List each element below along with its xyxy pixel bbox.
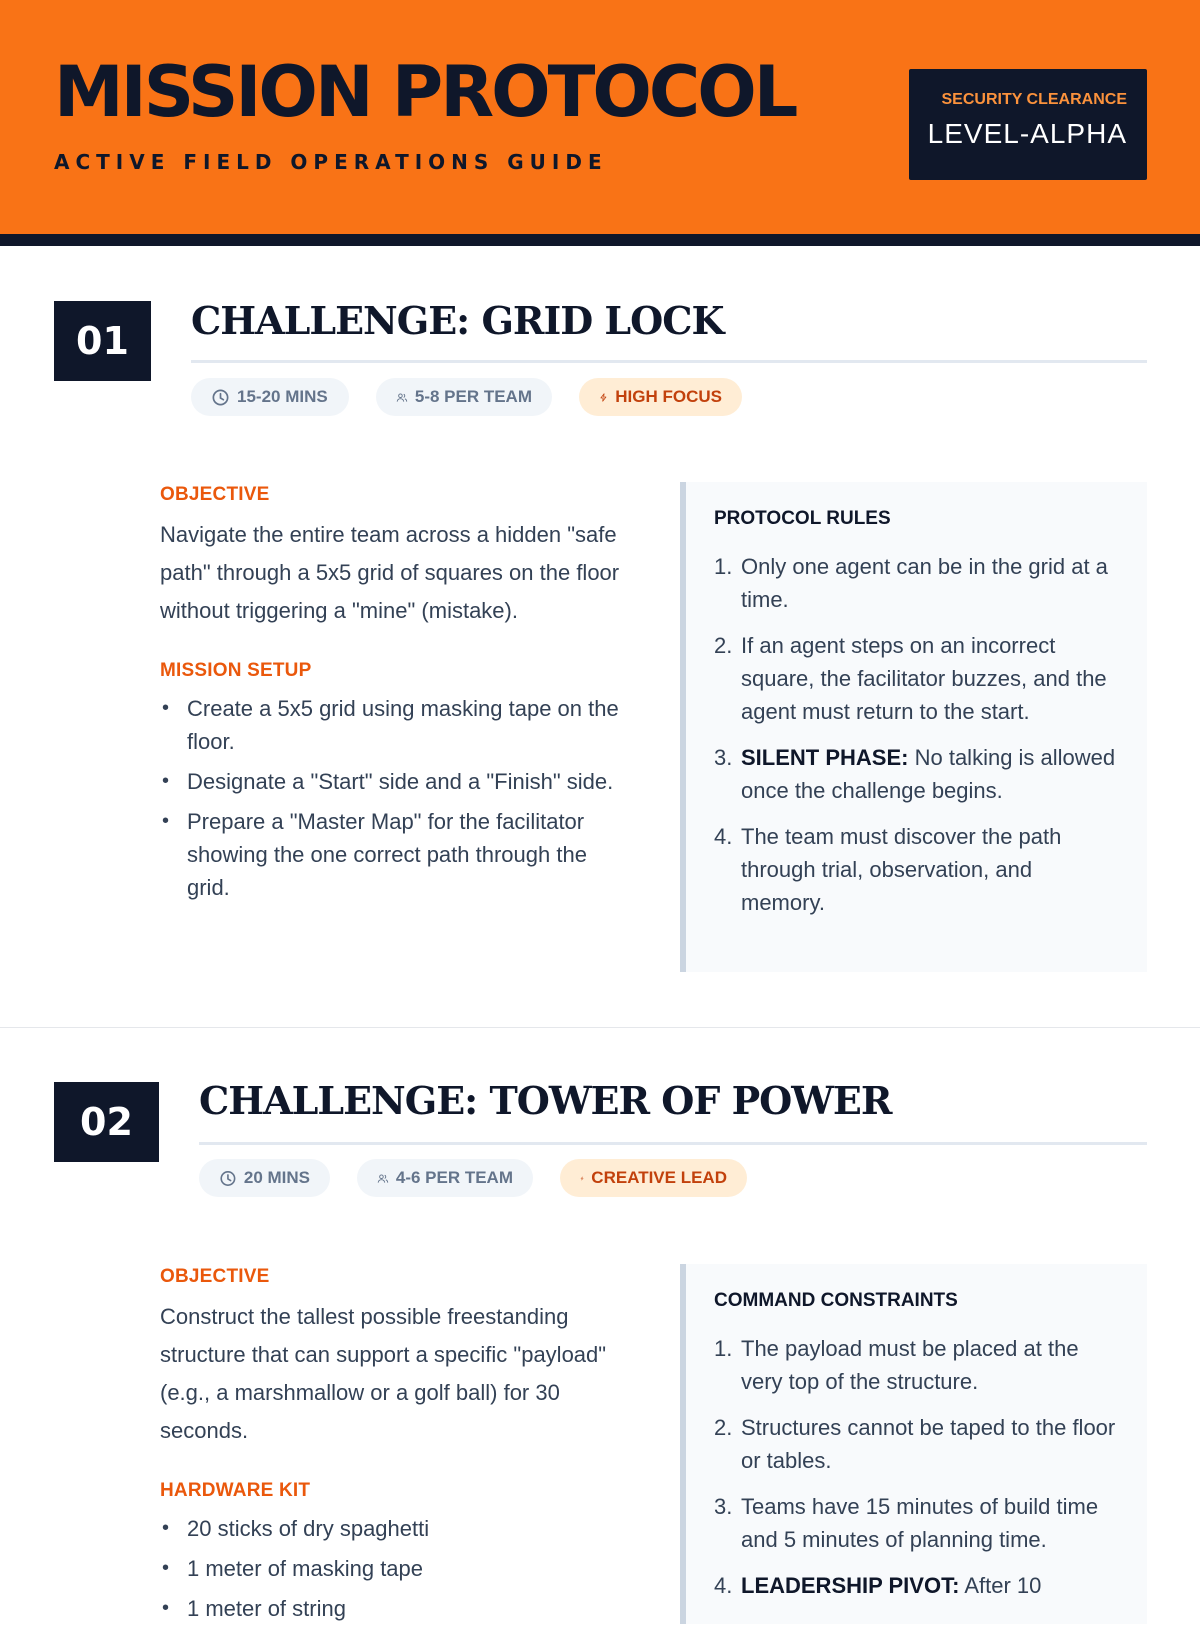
hardware-label: HARDWARE KIT — [160, 1480, 311, 1501]
hardware-list — [160, 1512, 620, 1625]
duration-label: 20 MINS — [243, 1168, 310, 1187]
page-title: MISSION PROTOCOL — [54, 51, 796, 133]
list-item: • Create a 5x5 grid using masking tape on the floor. — [160, 692, 620, 758]
focus-label: CREATIVE LEAD — [591, 1168, 727, 1187]
rules-list — [714, 550, 1119, 919]
list-item: • 1 meter of string — [160, 1592, 620, 1625]
challenge-meta-pills — [191, 378, 742, 416]
clearance-label: SECURITY CLEARANCE — [941, 91, 1127, 108]
header-banner — [0, 0, 1200, 234]
list-item: • Designate a "Start" side and a "Finish" side. — [160, 765, 620, 798]
list-item: 3. SILENT PHASE: No talking is allowed once the challenge begins. — [714, 745, 1116, 803]
rules-title: COMMAND CONSTRAINTS — [714, 1290, 958, 1311]
list-item: 4. LEADERSHIP PIVOT: After 10 — [714, 1573, 1042, 1598]
rules-list — [714, 1332, 1119, 1602]
clearance-badge — [909, 69, 1147, 180]
list-item: 4. The team must discover the path through trial, observation, and memory. — [714, 824, 1062, 915]
challenge-section-2 — [0, 1028, 1200, 1621]
challenge-briefing — [160, 484, 620, 911]
list-item: 2. Structures cannot be taped to the floor or tables. — [714, 1415, 1116, 1473]
list-item: 1. Only one agent can be in the grid at a time. — [714, 554, 1108, 612]
rules-panel — [680, 1264, 1147, 1624]
team-size-label: 5-8 PER TEAM — [414, 387, 532, 406]
list-item: • Prepare a "Master Map" for the facilitator showing the one correct path through the grid. — [160, 805, 620, 904]
lightning-icon — [599, 388, 608, 407]
setup-list — [160, 692, 620, 904]
challenge-briefing — [160, 1266, 620, 1632]
focus-label: HIGH FOCUS — [615, 387, 722, 406]
challenge-section-1 — [0, 246, 1200, 1028]
duration-label: 15-20 MINS — [237, 387, 328, 406]
list-item: 1. The payload must be placed at the very top of the structure. — [714, 1336, 1079, 1394]
focus-pill — [579, 378, 742, 416]
objective-label: OBJECTIVE — [160, 484, 270, 505]
focus-pill — [560, 1159, 747, 1197]
lightning-icon — [580, 1169, 584, 1188]
users-icon — [396, 388, 408, 407]
challenge-number-badge: 02 — [54, 1082, 159, 1162]
challenge-meta-pills — [199, 1159, 747, 1197]
objective-label: OBJECTIVE — [160, 1266, 270, 1287]
title-divider — [191, 360, 1147, 363]
team-size-label: 4-6 PER TEAM — [395, 1168, 513, 1187]
challenge-number-badge: 01 — [54, 301, 151, 381]
team-size-pill — [357, 1159, 533, 1197]
users-icon — [377, 1169, 389, 1188]
clearance-level: LEVEL-ALPHA — [927, 118, 1127, 149]
list-item: • 1 meter of masking tape — [160, 1552, 620, 1585]
rules-panel — [680, 482, 1147, 972]
clock-icon — [211, 388, 230, 407]
list-item: 3. Teams have 15 minutes of build time and 5 minutes of planning time. — [714, 1494, 1099, 1552]
duration-pill — [199, 1159, 330, 1197]
objective-text: Navigate the entire team across a hidden "safe path" through a 5x5 grid of squares on the floor without triggering a "mine" (mistake). — [160, 522, 620, 623]
challenge-title: CHALLENGE: GRID LOCK — [191, 298, 724, 343]
team-size-pill — [376, 378, 552, 416]
header-divider — [0, 234, 1200, 246]
challenge-title: CHALLENGE: TOWER OF POWER — [199, 1078, 892, 1123]
clock-icon — [219, 1169, 237, 1188]
list-item: 2. If an agent steps on an incorrect square, the facilitator buzzes, and the agent must return to the start. — [714, 633, 1107, 724]
page-subtitle: ACTIVE FIELD OPERATIONS GUIDE — [54, 150, 608, 174]
duration-pill — [191, 378, 349, 416]
objective-text: Construct the tallest possible freestanding structure that can support a specific "payload" (e.g., a marshmallow or a golf ball) for 30 seconds. — [160, 1304, 607, 1443]
list-item: • 20 sticks of dry spaghetti — [160, 1512, 620, 1545]
setup-label: MISSION SETUP — [160, 660, 312, 681]
title-divider — [199, 1142, 1147, 1145]
rules-title: PROTOCOL RULES — [714, 508, 891, 529]
